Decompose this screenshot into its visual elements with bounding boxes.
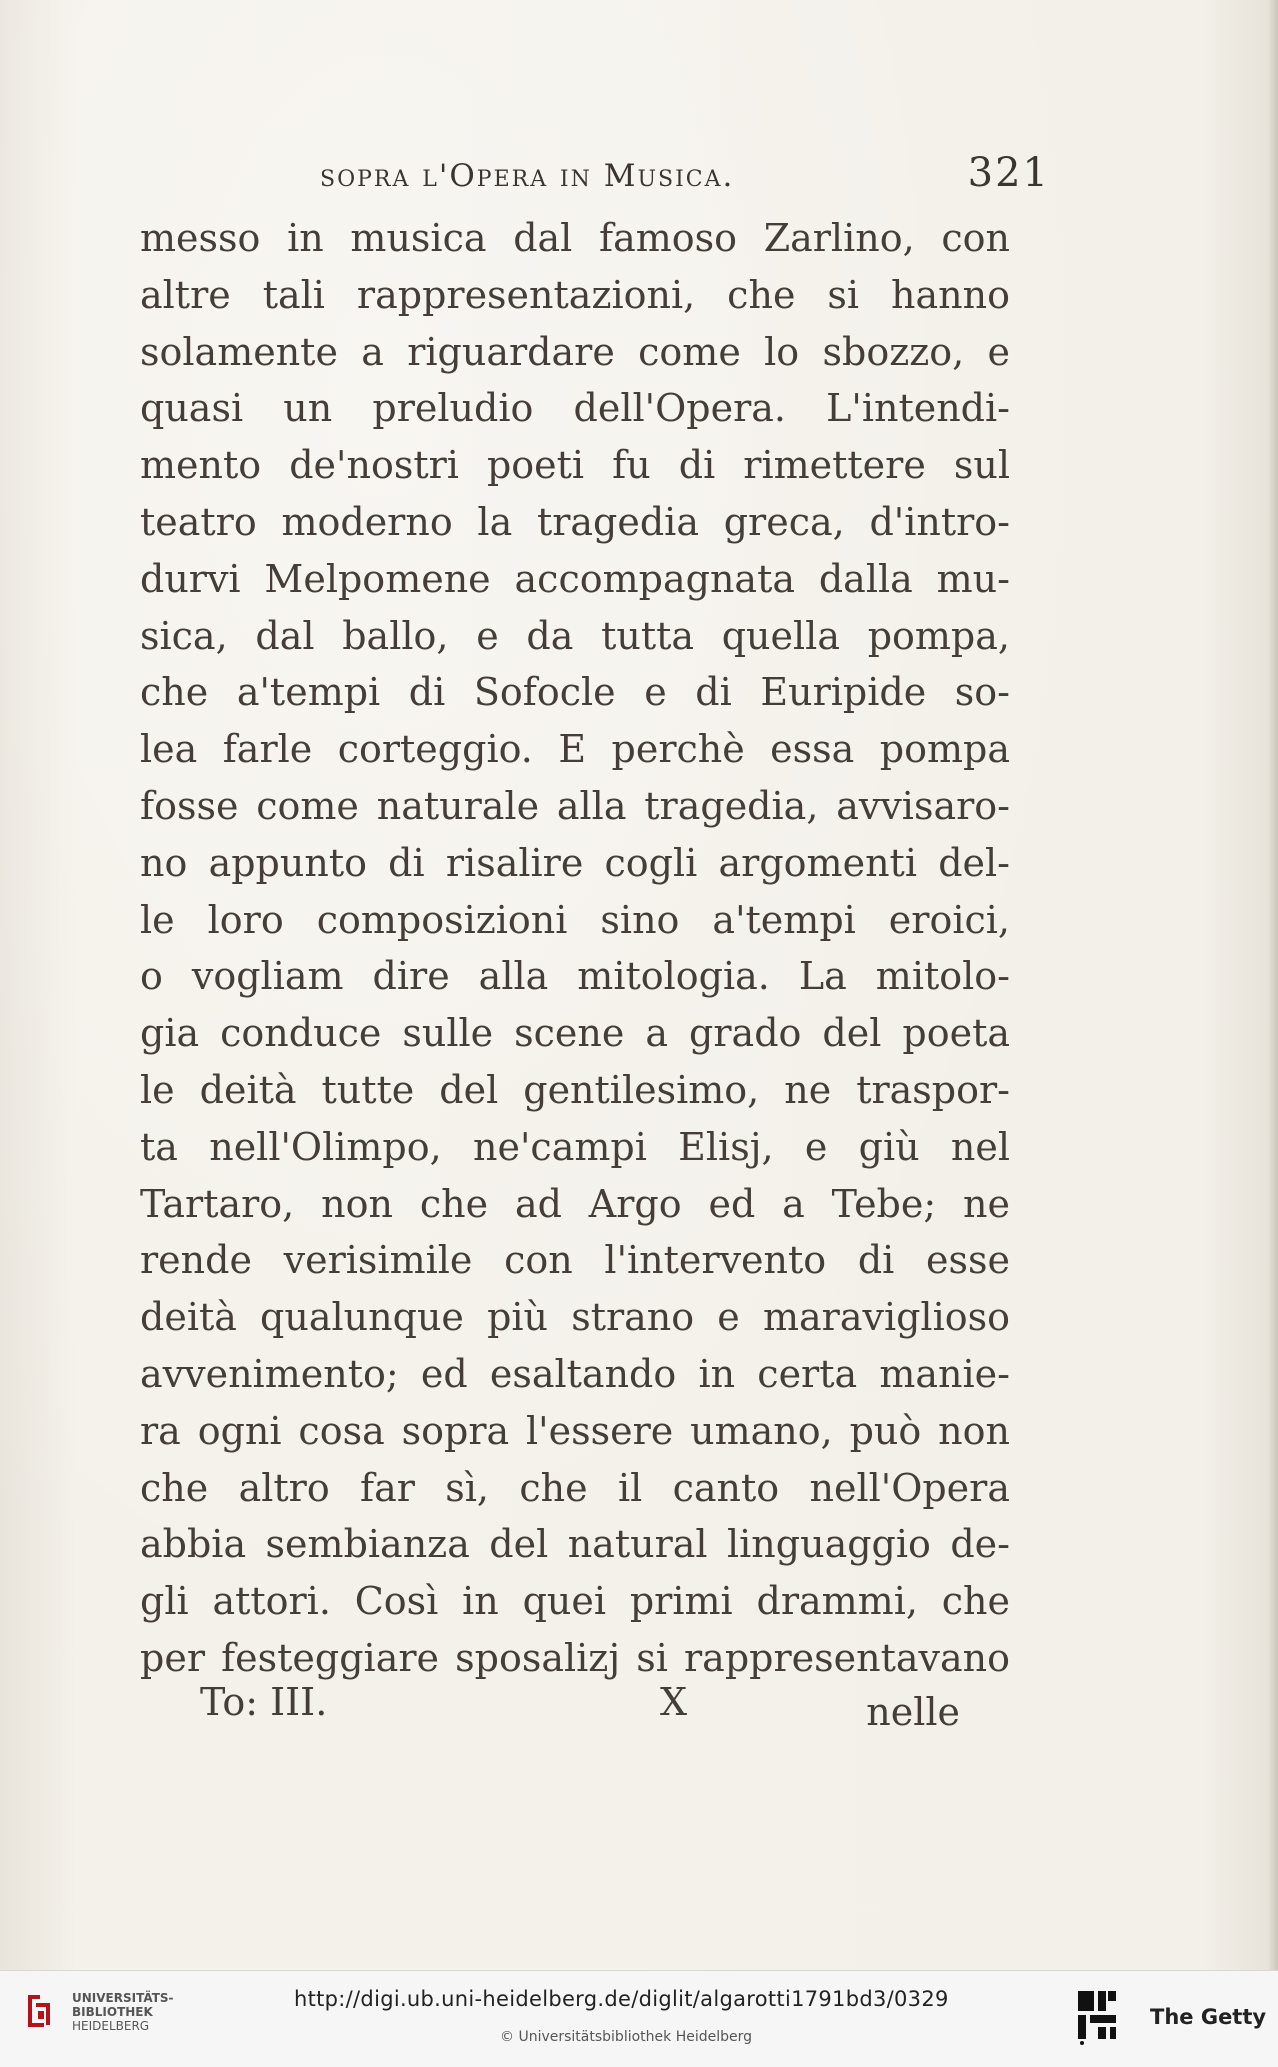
text-line: rende verisimile con l'intervento di esse: [140, 1238, 1010, 1283]
page-edge-shadow: [1268, 0, 1278, 1970]
text-line: deità qualunque più strano e maraviglioso: [140, 1295, 1010, 1340]
text-line: solamente a riguardare come lo sbozzo, e: [140, 329, 1010, 374]
catchword: nelle: [866, 1690, 960, 1734]
library-name-line: UNIVERSITÄTS-: [72, 1991, 174, 2005]
signature-mark: X: [660, 1680, 688, 1724]
text-line: che a'tempi di Sofocle e di Euripide so-: [140, 670, 1010, 715]
text-line: ta nell'Olimpo, ne'campi Elisj, e giù nel: [140, 1124, 1010, 1169]
running-head: [320, 150, 1050, 210]
text-line: Tartaro, non che ad Argo ed a Tebe; ne: [140, 1181, 1010, 1226]
permalink-url[interactable]: http://digi.ub.uni-heidelberg.de/diglit/algarotti1791bd3/0329: [294, 1987, 949, 2011]
text-line: gia conduce sulle scene a grado del poeta: [140, 1011, 1010, 1056]
text-line: durvi Melpomene accompagnata dalla mu-: [140, 556, 1010, 601]
text-line: che altro far sì, che il canto nell'Opera: [140, 1465, 1010, 1510]
text-line: quasi un preludio dell'Opera. L'intendi-: [140, 386, 1010, 431]
text-line: teatro moderno la tragedia greca, d'intro-: [140, 499, 1010, 544]
copyright-notice: © Universitätsbibliothek Heidelberg: [500, 2029, 753, 2045]
getty-name: The Getty: [1150, 2005, 1267, 2029]
text-line: o vogliam dire alla mitologia. La mitolo-: [140, 954, 1010, 999]
text-line: le deità tutte del gentilesimo, ne traspor-: [140, 1067, 1010, 1112]
volume-mark: To: III.: [200, 1680, 328, 1724]
text-line: fosse come naturale alla tragedia, avvisaro-: [140, 783, 1010, 828]
text-line: sica, dal ballo, e da tutta quella pompa,: [140, 613, 1010, 658]
getty-logo-icon[interactable]: [1076, 1989, 1118, 2047]
viewer-footer: [0, 1970, 1278, 2067]
text-line: gli attori. Così in quei primi drammi, che: [140, 1579, 1010, 1624]
library-name-line: BIBLIOTHEK: [72, 2005, 153, 2019]
text-line: abbia sembianza del natural linguaggio de-: [140, 1522, 1010, 1567]
page-number: 321: [967, 150, 1050, 196]
page-foot: [200, 1680, 960, 1740]
text-line: per festeggiare sposalizj si rappresentavano: [140, 1635, 1010, 1680]
text-line: messo in musica dal famoso Zarlino, con: [140, 216, 1010, 260]
text-line: lea farle corteggio. E perchè essa pompa: [140, 727, 1010, 772]
text-line: avvenimento; ed esaltando in certa manie-: [140, 1351, 1010, 1396]
text-line: no appunto di risalire cogli argomenti del-: [140, 840, 1010, 885]
running-head-title: sopra l'Opera in Musica.: [320, 158, 735, 194]
text-line: le loro composizioni sino a'tempi eroici,: [140, 897, 1010, 942]
library-name: [72, 1991, 222, 2033]
body-text: [140, 210, 1010, 1687]
library-name-line: HEIDELBERG: [72, 2019, 150, 2033]
text-line: altre tali rappresentazioni, che si hanno: [140, 272, 1010, 317]
text-line: ra ogni cosa sopra l'essere umano, può non: [140, 1408, 1010, 1453]
text-line: mento de'nostri poeti fu di rimettere sul: [140, 443, 1010, 488]
ub-heidelberg-logo-icon[interactable]: [24, 1991, 58, 2031]
